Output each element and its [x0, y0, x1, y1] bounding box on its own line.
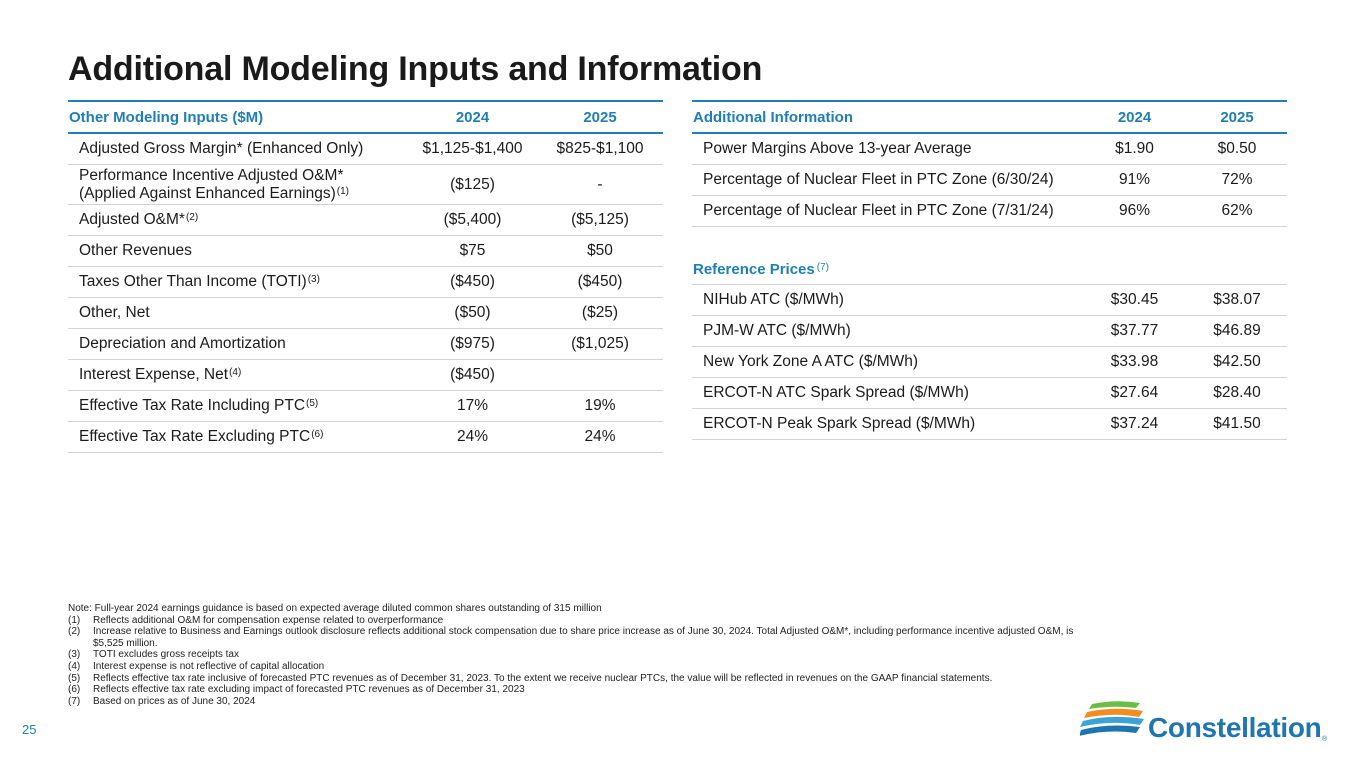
value-2024: 96% — [1082, 196, 1187, 227]
row-label — [68, 391, 408, 422]
value-2024: ($450) — [408, 360, 537, 391]
footnote-intro: Note: Full-year 2024 earnings guidance is based on expected average diluted common shares outstanding of 315 million — [68, 603, 602, 614]
row-label-text-line2: (Applied Against Enhanced Earnings) — [79, 184, 336, 202]
footnote-item — [68, 661, 1078, 673]
row-label-text: Performance Incentive Adjusted O&M* — [79, 166, 344, 184]
value-2025: - — [537, 165, 663, 205]
footnote-text: Increase relative to Business and Earnings outlook disclosure reflects additional stock compensation due to share price increase as of June 30, 2024. Total Adjusted O&M*, including performance incentive adjusted O&M, is $5,525 million. — [93, 626, 1074, 649]
table-header-row — [68, 101, 663, 133]
value-2025: $41.50 — [1187, 409, 1287, 440]
row-label: Power Margins Above 13-year Average — [692, 133, 1082, 165]
footnote-marker: (5) — [306, 398, 319, 410]
table-row — [68, 360, 663, 391]
value-2024: ($5,400) — [408, 205, 537, 236]
value-2025: ($5,125) — [537, 205, 663, 236]
value-2025 — [537, 360, 663, 391]
page-number: 25 — [22, 722, 37, 737]
value-2024: 24% — [408, 422, 537, 453]
value-2024: $33.98 — [1082, 347, 1187, 378]
footnote-text: Interest expense is not reflective of capital allocation — [93, 660, 325, 672]
table-row — [68, 236, 663, 267]
row-label-text: Adjusted O&M* — [79, 211, 185, 229]
row-label-text: Effective Tax Rate Excluding PTC — [79, 428, 311, 446]
row-label — [68, 360, 408, 391]
table-row — [692, 196, 1287, 227]
logo-registered-mark: ® — [1322, 736, 1328, 743]
footnote-number: (4) — [68, 660, 81, 672]
value-2025: $42.50 — [1187, 347, 1287, 378]
reference-prices-table — [692, 254, 1287, 440]
value-2025: ($450) — [537, 267, 663, 298]
footnote-number: (3) — [68, 649, 81, 661]
row-label — [68, 205, 408, 236]
row-label: PJM-W ATC ($/MWh) — [692, 316, 1082, 347]
table-row — [692, 165, 1287, 196]
logo-mark-icon — [1080, 700, 1146, 740]
footnote-number: (5) — [68, 672, 81, 684]
table-row — [692, 285, 1287, 316]
table-row — [68, 329, 663, 360]
constellation-logo — [1080, 700, 1330, 748]
footnote-marker: (4) — [229, 367, 242, 379]
value-2025: $0.50 — [1187, 133, 1287, 165]
value-2025: 62% — [1187, 196, 1287, 227]
table-row — [68, 422, 663, 453]
modeling-inputs-table — [68, 100, 663, 453]
additional-information-table — [692, 100, 1287, 227]
value-2025: $46.89 — [1187, 316, 1287, 347]
column-header: Additional Information — [692, 101, 1082, 133]
table-row — [68, 391, 663, 422]
value-2025: 19% — [537, 391, 663, 422]
value-2025: ($25) — [537, 298, 663, 329]
row-label-text: Interest Expense, Net — [79, 366, 229, 384]
row-label: ERCOT-N Peak Spark Spread ($/MWh) — [692, 409, 1082, 440]
row-label: New York Zone A ATC ($/MWh) — [692, 347, 1082, 378]
footnote-text: Reflects effective tax rate excluding impact of forecasted PTC revenues as of December 31, 2023 — [93, 684, 525, 696]
column-header: 2025 — [1187, 101, 1287, 133]
value-2024: $27.64 — [1082, 378, 1187, 409]
column-header: 2024 — [1082, 101, 1187, 133]
footnote-item — [68, 673, 1078, 685]
footnote-marker: (7) — [816, 261, 829, 273]
footnote-marker: (6) — [311, 429, 324, 441]
value-2024: ($450) — [408, 267, 537, 298]
footnote-item — [68, 684, 1078, 696]
value-2025: 72% — [1187, 165, 1287, 196]
row-label: Percentage of Nuclear Fleet in PTC Zone (6/30/24) — [692, 165, 1082, 196]
row-label — [68, 329, 408, 360]
table-row — [68, 205, 663, 236]
footnote-item — [68, 649, 1078, 661]
column-header: Other Modeling Inputs ($M) — [68, 101, 408, 133]
value-2024: ($125) — [408, 165, 537, 205]
value-2024: $1,125-$1,400 — [408, 133, 537, 165]
row-label-text: Depreciation and Amortization — [79, 335, 286, 353]
footnote-marker: (1) — [336, 185, 350, 197]
footnote-text: Reflects effective tax rate inclusive of forecasted PTC revenues as of December 31, 2023. To the extent we receive nuclear PTCs, the value will be reflected in revenues on the GAAP financial statements. — [93, 672, 993, 684]
footnote-marker: (2) — [185, 212, 199, 224]
row-label: Percentage of Nuclear Fleet in PTC Zone (7/31/24) — [692, 196, 1082, 227]
page-title: Additional Modeling Inputs and Information — [68, 50, 763, 88]
footnote-item — [68, 615, 1078, 627]
value-2024: ($975) — [408, 329, 537, 360]
value-2024: ($50) — [408, 298, 537, 329]
logo-text: Constellation — [1148, 712, 1322, 743]
row-label: NIHub ATC ($/MWh) — [692, 285, 1082, 316]
footnote-item — [68, 696, 1078, 708]
footnote-text: Reflects additional O&M for compensation expense related to overperformance — [93, 614, 444, 626]
footnote-text: Based on prices as of June 30, 2024 — [93, 695, 256, 707]
column-header: 2025 — [537, 101, 663, 133]
row-label-text: Adjusted Gross Margin* (Enhanced Only) — [79, 140, 364, 158]
value-2024: $30.45 — [1082, 285, 1187, 316]
value-2025: $28.40 — [1187, 378, 1287, 409]
table-row — [68, 165, 663, 205]
row-label — [68, 422, 408, 453]
value-2025: $825-$1,100 — [537, 133, 663, 165]
table-row — [68, 267, 663, 298]
footnotes — [68, 603, 1078, 707]
value-2025: 24% — [537, 422, 663, 453]
footnote-number: (6) — [68, 684, 81, 696]
value-2024: $37.24 — [1082, 409, 1187, 440]
row-label: ERCOT-N ATC Spark Spread ($/MWh) — [692, 378, 1082, 409]
footnote-text: TOTI excludes gross receipts tax — [93, 649, 239, 661]
table-header-row — [692, 101, 1287, 133]
row-label-text: Other Revenues — [79, 242, 192, 260]
row-label-text: Effective Tax Rate Including PTC — [79, 397, 306, 415]
reference-prices-title — [692, 254, 1287, 285]
row-label-text: Other, Net — [79, 304, 150, 322]
footnote-number: (1) — [68, 614, 81, 626]
table-row — [68, 133, 663, 165]
row-label — [68, 236, 408, 267]
value-2025: $38.07 — [1187, 285, 1287, 316]
table-header-row — [692, 254, 1287, 285]
footnote-item — [68, 626, 1078, 649]
value-2025: $50 — [537, 236, 663, 267]
value-2025: ($1,025) — [537, 329, 663, 360]
value-2024: $37.77 — [1082, 316, 1187, 347]
row-label — [68, 267, 408, 298]
table-row — [692, 316, 1287, 347]
table-row — [692, 133, 1287, 165]
column-header: 2024 — [408, 101, 537, 133]
footnote-number: (7) — [68, 695, 81, 707]
table-row — [692, 378, 1287, 409]
value-2024: $75 — [408, 236, 537, 267]
table-row — [68, 298, 663, 329]
table-row — [692, 347, 1287, 378]
value-2024: 91% — [1082, 165, 1187, 196]
table-row — [692, 409, 1287, 440]
row-label — [68, 133, 408, 165]
value-2024: $1.90 — [1082, 133, 1187, 165]
row-label — [68, 165, 408, 205]
row-label — [68, 298, 408, 329]
footnote-number: (2) — [68, 626, 81, 638]
row-label-text: Taxes Other Than Income (TOTI) — [79, 273, 307, 291]
footnote-marker: (3) — [307, 274, 320, 286]
value-2024: 17% — [408, 391, 537, 422]
reference-prices-title-text: Reference Prices — [693, 260, 815, 278]
